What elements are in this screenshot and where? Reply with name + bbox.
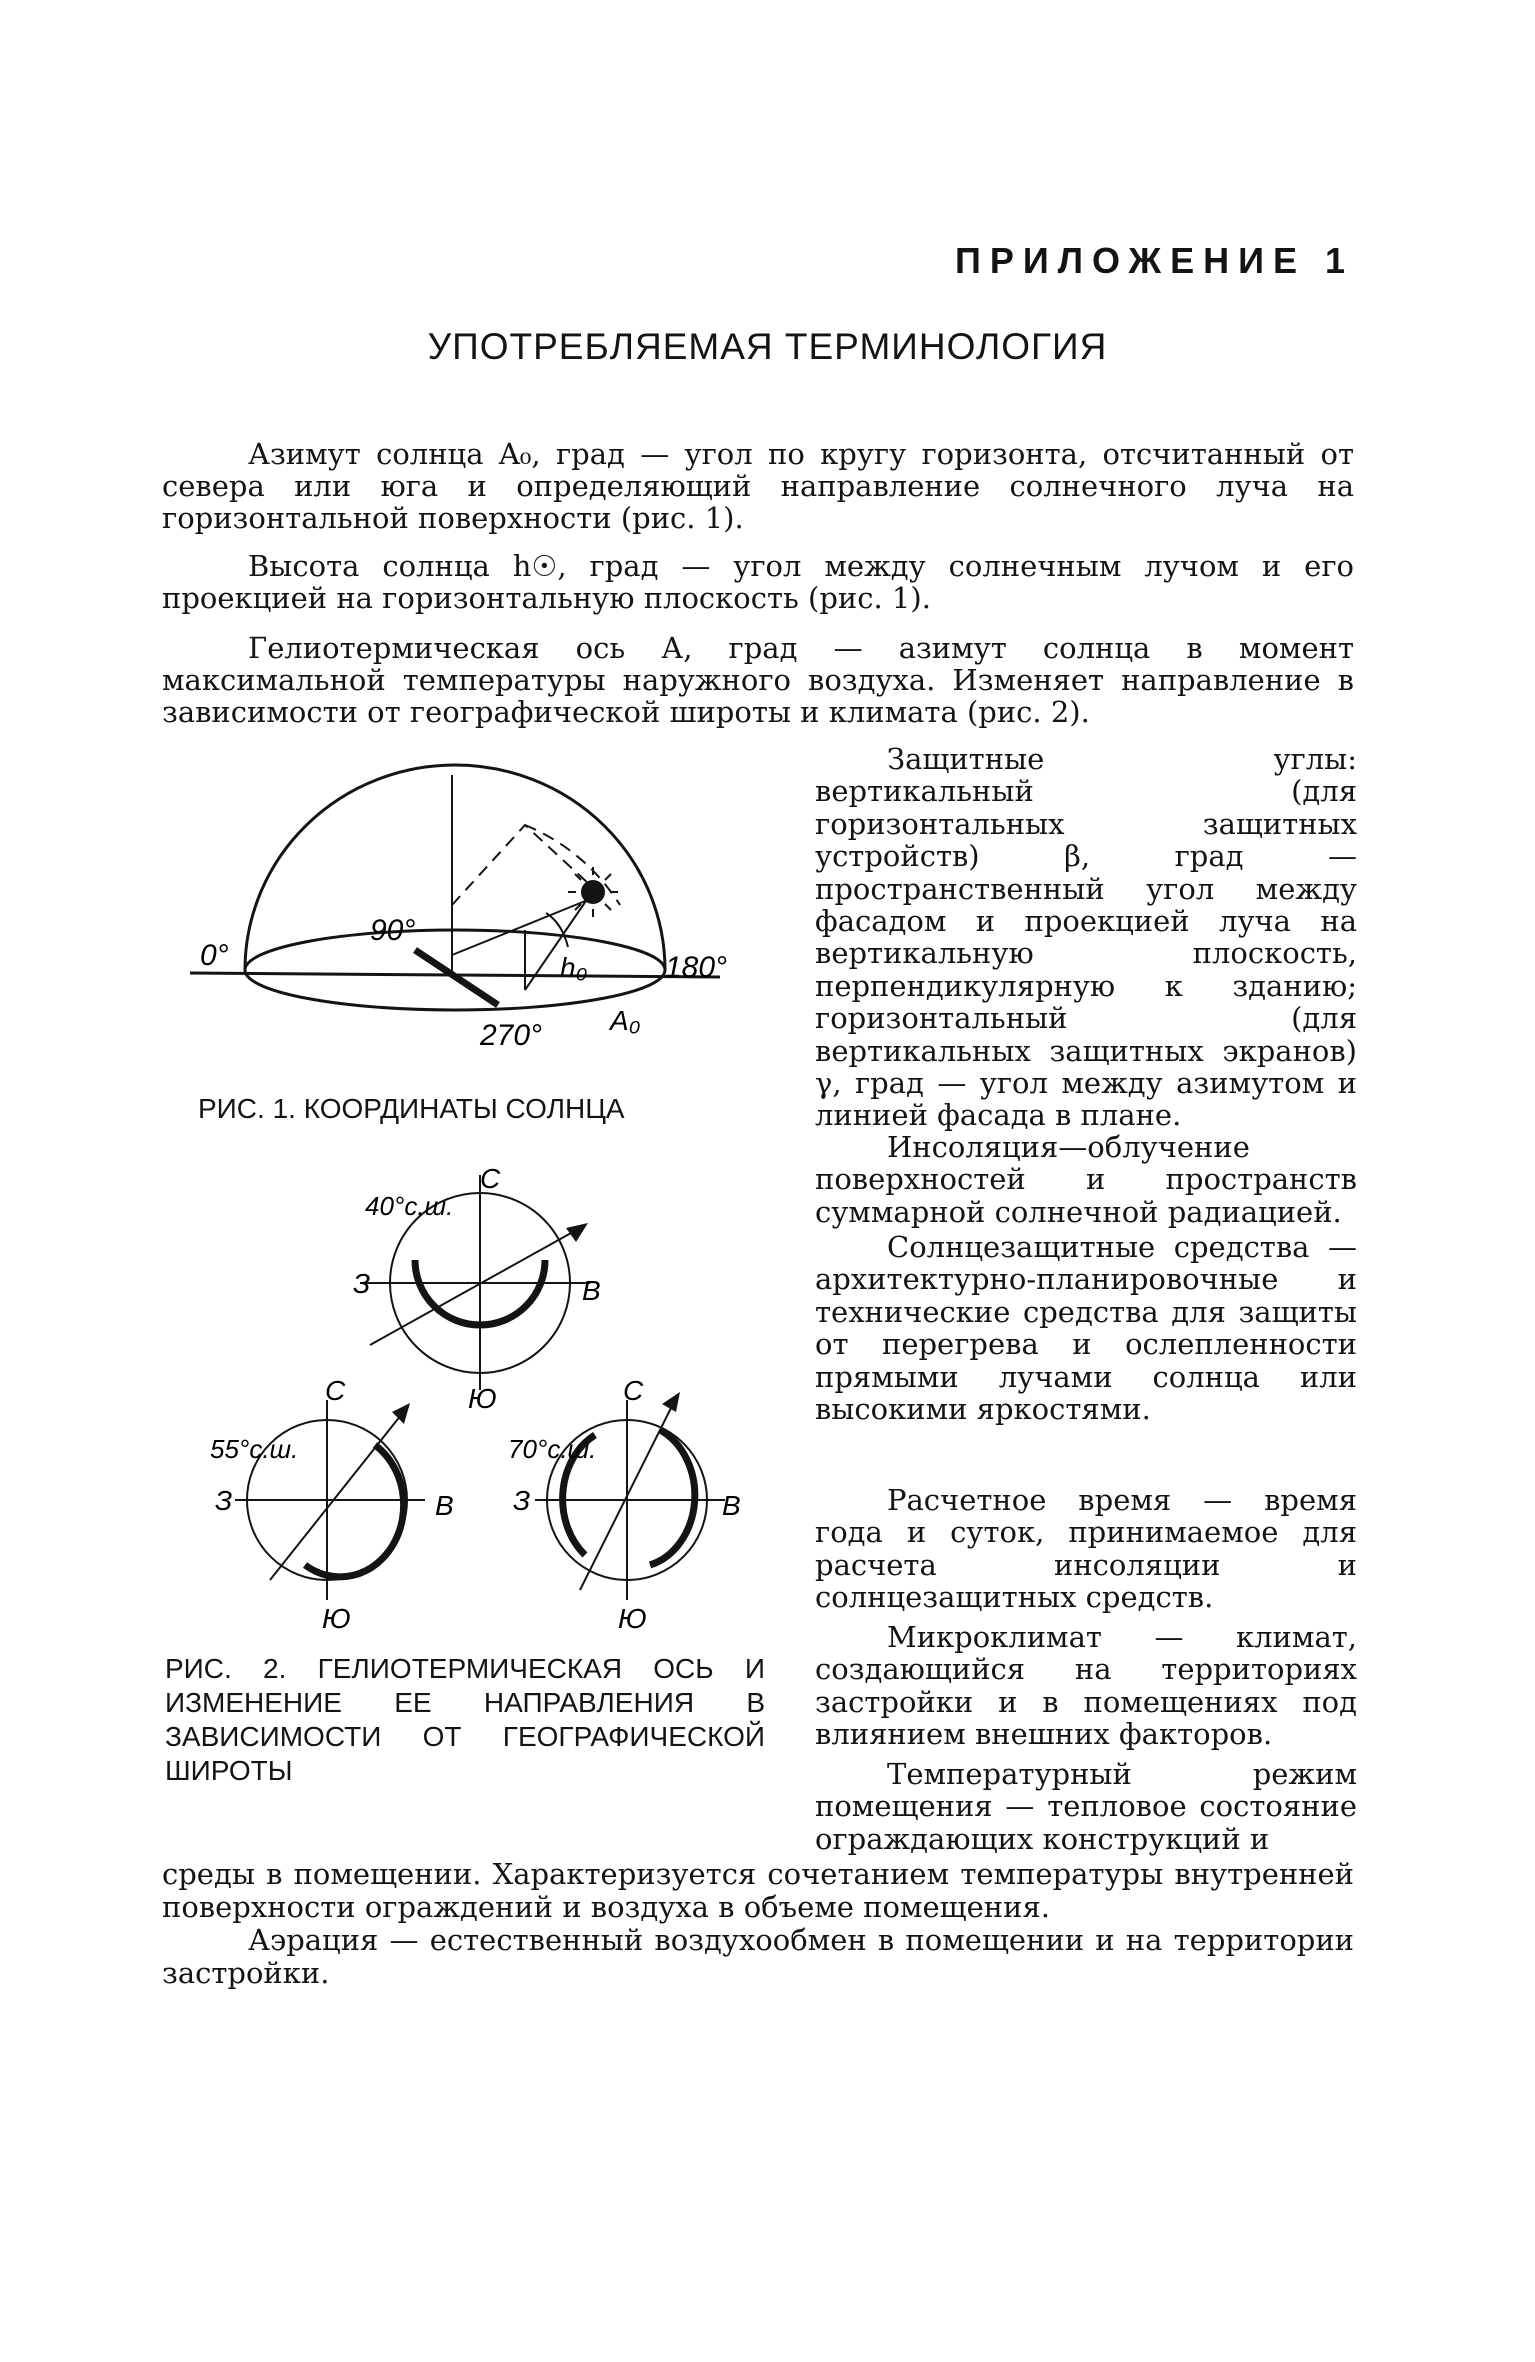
d70-latitude-label: 70°с.ш.: [508, 1434, 597, 1464]
term-temperature-mode: Температурный режим помещения — тепловое состояние ограждающих конструкций и: [815, 1757, 1357, 1856]
d40-north-label: С: [480, 1163, 501, 1194]
label-a0: A₀: [610, 1005, 641, 1036]
term-sun-protection: Солнцезащитные средства — архитектурно-планировочные и технические средства для защиты от перегрева и ослепленности прямыми лучами солнца или высокими яркостями.: [815, 1230, 1357, 1427]
d55-latitude-label: 55°с.ш.: [210, 1434, 299, 1464]
d70-east-label: В: [722, 1490, 741, 1521]
sun-icon: [581, 880, 605, 904]
figure1-sun-coordinates-diagram: [180, 755, 760, 1085]
term-sun-height: Высота солнца h☉, град — угол между солнечным лучом и его проекцией на горизонтальную плоскость (рис. 1).: [162, 549, 1354, 615]
page-title: УПОТРЕБЛЯЕМАЯ ТЕРМИНОЛОГИЯ: [427, 326, 1108, 367]
d40-east-label: В: [582, 1275, 601, 1306]
term-calc-time: Расчетное время — время года и суток, принимаемое для расчета инсоляции и солнцезащитных средств.: [815, 1483, 1357, 1615]
d40-west-label: З: [353, 1268, 371, 1299]
d55-west-label: З: [215, 1485, 233, 1516]
d40-latitude-label: 40°с.ш.: [365, 1191, 454, 1221]
label-270: 270°: [480, 1019, 543, 1052]
term-heliothermal-axis: Гелиотермическая ось А, град — азимут солнца в момент максимальной температуры наружного воздуха. Изменяет направление в зависимости от географической широты и климата (рис. 2).: [162, 631, 1354, 729]
d40-south-label: Ю: [468, 1383, 497, 1414]
label-h0: h₀: [560, 952, 588, 983]
term-temperature-mode-cont: среды в помещении. Характеризуется сочетанием температуры внутренней поверхности ограждений и воздуха в объеме помещения.: [162, 1857, 1354, 1924]
d55-north-label: С: [325, 1375, 346, 1406]
label-0: 0°: [200, 939, 229, 972]
figure1-caption: РИС. 1. КООРДИНАТЫ СОЛНЦА: [198, 1093, 625, 1124]
appendix-heading: ПРИЛОЖЕНИЕ 1: [955, 240, 1355, 281]
term-protective-angles: Защитные углы: вертикальный (для горизонтальных защитных устройств) β, град — пространственный угол между фасадом и проекцией луча на вертикальную плоскость, перпендикулярную к зданию; горизонтальный (для вертикальных защитных экранов) γ, град — угол между азимутом и линией фасада в плане.: [815, 742, 1357, 1133]
label-180: 180°: [665, 951, 728, 984]
term-aeration: Аэрация — естественный воздухообмен в помещении и на территории застройки.: [162, 1923, 1354, 1990]
d70-south-label: Ю: [618, 1603, 647, 1630]
figure2-heliothermal-axis-diagram: [210, 1160, 770, 1630]
label-90: 90°: [370, 914, 416, 947]
d70-west-label: З: [513, 1485, 531, 1516]
figure2-caption: РИС. 2. ГЕЛИОТЕРМИЧЕСКАЯ ОСЬ И ИЗМЕНЕНИЕ ЕЕ НАПРАВЛЕНИЯ В ЗАВИСИМОСТИ ОТ ГЕОГРАФИЧЕСКОЙ ШИРОТЫ: [165, 1653, 765, 1786]
d55-south-label: Ю: [322, 1603, 351, 1630]
term-azimuth: Азимут солнца A₀, град — угол по кругу горизонта, отсчитанный от севера или юга и определяющий направление солнечного луча на горизонтальной поверхности (рис. 1).: [162, 437, 1354, 535]
d70-north-label: С: [623, 1375, 644, 1406]
term-microclimate: Микроклимат — климат, создающийся на территориях застройки и в помещениях под влиянием внешних факторов.: [815, 1620, 1357, 1752]
d55-east-label: В: [435, 1490, 454, 1521]
term-insolation: Инсоляция—облучение поверхностей и пространств суммарной солнечной радиацией.: [815, 1130, 1357, 1229]
